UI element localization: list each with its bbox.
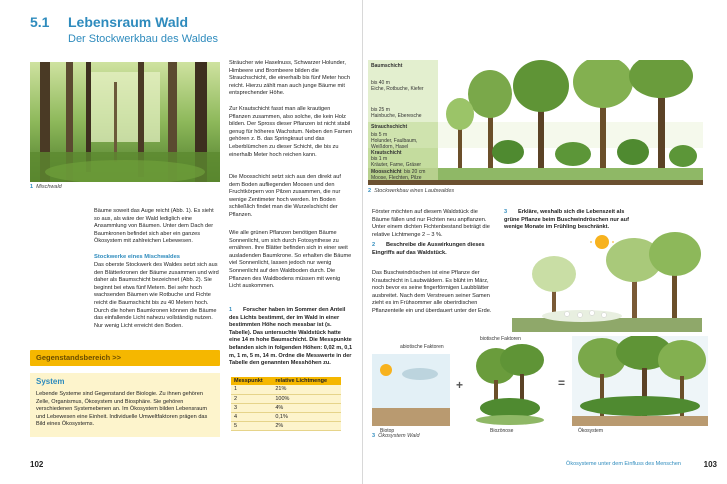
right-col1-paragraph-1: Förster möchten auf diesem Waldstück die Bäume fällen und nur Fichten neu anpflanzen. Unter einem dichten Fichtenbestand beträgt die relative Lichtmenge 2 – 3 %. [372,209,490,238]
table-row: 5 2% [231,421,341,430]
ecosystem-panel [572,336,708,426]
label-strauch-desc: Holunder, Faulbaum, Weißdorn, Hasel [371,138,418,150]
table-row: 4 0,1% [231,412,341,421]
label-moos-20: bis 20 cm [404,169,426,175]
section-subtitle: Der Stockwerkbau des Waldes [68,33,218,45]
col2-paragraph-1: Sträucher wie Haselnuss, Schwarzer Holunder, Himbeere und Brombeere bilden die Strauchschicht, die einerhalb bis fünf Meter hoch reicht. Hierzu zählt man auch junge Bäume mit entsprechender Höhe. [229,60,350,97]
label-baum-40-desc: Eiche, Rotbuche, Kiefer [371,86,424,92]
intro-paragraph: Bäume soweit das Auge reicht (Abb. 1). Es sieht so aus, als wäre der Wald lediglich eine Ansammlung von Bäumen. Unter dem Dach der Baumkronen befindet sich aber ein ganzes Ökosystem mit zahlreichen Lebewesen. [94,208,214,245]
task-1: 1 Forscher haben im Sommer den Anteil des Lichts bestimmt, der im Wald in einer bestimmten Höhe noch messbar ist (s. Tabelle). Das untersuchte Waldstück hatte eine 14 m hohe Baumschicht. Die Messpunkte befanden sich in folgenden Höhen: 0,02 m, 0,1 m, 1 m, 5 m, 14 m. Ordne die Messwerte in der Tabelle den genannten Messhöhen zu. [229,307,353,367]
right-col1-paragraph-2: Das Buschwindröschen ist eine Pflanze der Krautschicht in Laubwäldern. Es blüht im März, noch bevor es seine fingerförmigen Laubblätter ausbreitet. Nach dem Verstreuen seiner Samen zieht es im Frühsommer alle oberirdischen Pflanzenteile ein und überdauert unter der Erde. [372,270,492,314]
table-row: 2 100% [231,394,341,403]
biotic-panel [470,344,550,426]
photo-caption: 1 Mischwald [30,184,62,190]
section-number: 5.1 [30,14,50,30]
col2-paragraph-2: Zur Krautschicht fasst man alle krautigen Pflanzen zusammen, also solche, die kein Holz bilden. Der Spross dieser Pflanzen ist nicht stabil genug für höheres Wachstum. Neben den Farnen gehören z. B. das Springkraut und das Leberblümchen zu dieser Schicht, die bis zu einerhalb Meter hoch reichen kann. [229,106,352,158]
oekosystem-label: Ökosystem [578,428,604,434]
table-row: 1 21% [231,385,341,394]
left-page [0,0,363,484]
label-baum-25: bis 25 m [371,107,390,113]
page-number-left: 102 [30,460,44,469]
task-3: 3 Erkläre, weshalb sich die Lebenszeit als grüne Pflanze beim Buschwindröschen nur auf wenige Monate im Frühling beschränkt. [504,209,629,231]
fig2-caption: 2 Stockwerkbau eines Laubwaldes [368,188,455,194]
stockwerke-paragraph: Das oberste Stockwerk des Waldes setzt sich aus den Blätterkronen der Bäume zusammen und wird daher als Baumschicht bezeichnet (Abb. 2). Sie beginnt bei etwa fünf Metern. Bei sehr hoch wachsenden Bäumen wie Rotbuche und Fichte reicht die Baumschicht bis zu 40 Metern hoch. Durch die hohen Baumkronen können die Bäume das einfallende Licht nahezu vollständig nutzen. Nur wenig Licht erreicht den Boden. [94,262,219,329]
label-kraut-desc: Kräuter, Farne, Gräser [371,162,422,168]
label-baum-40: bis 40 m [371,80,390,86]
page-number-right: 103 [703,460,717,469]
col2-paragraph-4: Wie alle grünen Pflanzen benötigen Bäume Sonnenlicht, um sich durch Fotosynthese zu ernähren. Ihre Blätter befinden sich in einer weit ausladenden Baumkrone. So erhalten die Bäume viel Sonnenlicht, lassen jedoch nur wenig Sonnenlicht auf den Waldboden durch. Die Pflanzen des Waldbodens müssen mit wenig Licht auskommen. [229,230,352,290]
table-header-lichtmenge: relative Lichtmenge [272,377,341,385]
label-strauchschicht: Strauchschicht [371,124,408,130]
wood-anemone-illustration [512,232,702,332]
forest-layers-diagram [368,60,703,185]
ecosystem-equation-figure [372,336,712,436]
gegenstandsbereich-bar: Gegenstandsbereich >> [30,350,220,366]
mixed-forest-photo [30,62,220,182]
section-title: Lebensraum Wald [68,14,189,30]
label-moos-desc: Moose, Flechten, Pilze [371,175,422,181]
right-page [364,0,727,484]
biotic-factors-label: biotische Faktoren [480,336,521,342]
abiotic-panel [372,354,450,426]
biozoenose-label: Biozönose [490,428,514,434]
system-title: System [36,377,65,386]
chapter-footer: Ökosysteme unter dem Einfluss des Menschen [566,461,681,467]
biotop-label: Biotop [380,428,395,434]
label-baumschicht: Baumschicht [371,63,403,69]
system-box [30,373,220,437]
label-krautschicht: Krautschicht [371,150,402,156]
system-text: Lebende Systeme sind Gegenstand der Biologie. Zu ihnen gehören Zelle, Organismus, Ökosystem und Biosphäre. Sie gehören verschiedenen Systemebenen an. Im Ökosystem bilden Lebensraum und Lebewesen eine Einheit. Individuelle Umweltfaktoren prägen das Bild eines Ökosystems. [36,391,208,428]
light-measurement-table [231,377,341,431]
label-kraut-1: bis 1 m [371,156,388,162]
table-row: 3 4% [231,403,341,412]
table-header-messpunkt: Messpunkt [231,377,272,385]
plus-sign: + [456,378,464,392]
task-1-number: 1 [229,307,233,313]
label-strauch-5: bis 5 m [371,132,388,138]
task-2: 2 Beschreibe die Auswirkungen dieses Eingriffs auf das Waldstück. [372,242,485,256]
label-baum-25-desc: Hainbuche, Eberesche [371,113,422,119]
col2-paragraph-3: Die Moosschicht setzt sich aus den direkt auf dem Boden aufliegenden Moosen und den Fruchtkörpern von Pilzen zusammen, die nur wenige Zentimeter hoch werden. Im Boden schließlich findet man die Wurzelschicht der Pflanzen. [229,174,341,218]
label-moosschicht: Moosschicht [371,169,402,175]
equals-sign: = [558,376,566,390]
stockwerke-heading: Stockwerke eines Mischwaldes [94,254,181,260]
fig3-caption: 3 Ökosystem Wald [372,433,420,439]
abiotic-factors-label: abiotische Faktoren [400,344,444,350]
